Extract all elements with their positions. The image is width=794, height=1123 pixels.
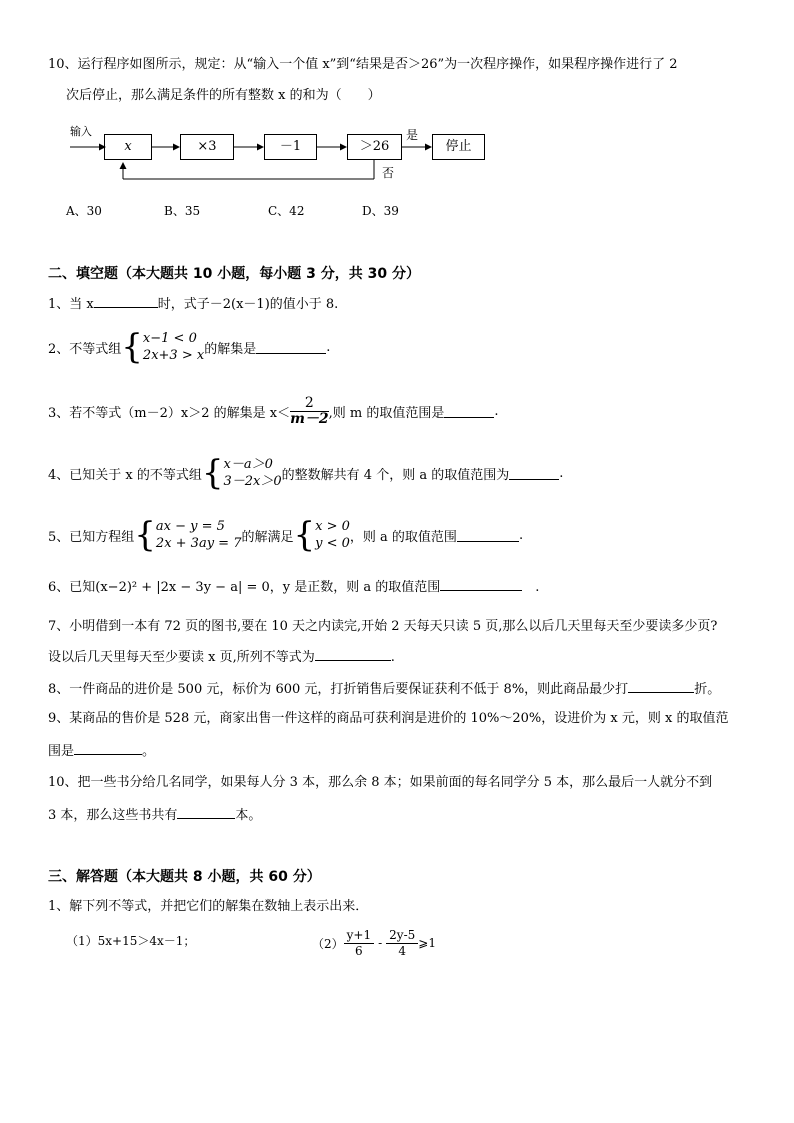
fill-q10-blank[interactable] [177, 806, 235, 819]
fill-q7-text: 设以后几天里每天至少要读 x 页,所列不等式为 [48, 650, 315, 665]
fill-q9-blank[interactable] [74, 742, 142, 755]
fill-q4-sys-row2: 3－2x＞0 [223, 474, 282, 489]
flow-box-stop: 停止 [432, 134, 485, 160]
flow-box-times3: ×3 [180, 134, 234, 160]
solve-q1-part2-fraction2-num: 2y-5 [386, 928, 418, 944]
q10-option-b: B、35 [164, 204, 201, 218]
flow-box-compare: ＞26 [347, 134, 402, 160]
fill-q4-system [224, 456, 282, 490]
fill-q1-text-a: 1、当 x [48, 297, 94, 312]
fill-q5: 5、已知方程组 { ax − y = 5 2x + 3ay = 7 的解满足 { x > 0 y < 0 ，则 a 的取值范围 . [48, 515, 524, 555]
fill-q9-line1: 9、某商品的售价是 528 元，商家出售一件这样的商品可获利润是进价的 10%～20%，设进价为 x 元，则 x 的取值范 [48, 711, 729, 726]
fill-q8-text-b: 折。 [694, 682, 721, 697]
q10-option-d: D、39 [362, 204, 399, 218]
solve-q1: 1、解下列不等式，并把它们的解集在数轴上表示出来． [48, 899, 369, 914]
fill-q10-line1: 10、把一些书分给几名同学，如果每人分 3 本，那么余 8 本；如果前面的每名同学分 5 本，那么最后一人就分不到 [48, 775, 713, 790]
fill-q5-text-b: 的解满足 [241, 529, 294, 545]
solve-q1-part2-minus: - [378, 936, 383, 950]
fill-q6-text: 6、已知(x−2)² + |2x − 3y − a| = 0，y 是正数，则 a 的取值范围 [48, 580, 441, 595]
fill-q7-line1: 7、小明借到一本有 72 页的图书,要在 10 天之内读完,开始 2 天每天只读 5 页,那么以后几天里每天至少要读多少页? [48, 619, 718, 634]
fill-q9-line2: 围是 。 [48, 744, 156, 759]
fill-q8 [48, 680, 720, 699]
section3-heading: 三、解答题（本大题共 8 小题，共 60 分） [48, 869, 321, 885]
fill-q8-blank[interactable] [628, 680, 694, 693]
fill-q10-text-a: 3 本，那么这些书共有 [48, 808, 178, 823]
fill-q2-text-b: 的解集是 [204, 341, 257, 357]
flow-box-x: x [104, 134, 152, 160]
fill-q5-sys2-row1: x > 0 [315, 519, 350, 534]
fill-q7-blank[interactable] [315, 648, 391, 661]
fill-q2-text-a: 2、不等式组 [48, 341, 122, 357]
fill-q5-blank[interactable] [457, 529, 519, 542]
q10-line2: 次后停止，那么满足条件的所有整数 x 的和为（ ） [66, 88, 381, 103]
fill-q4-sys-row1: x－a＞0 [223, 457, 273, 472]
fill-q5-brace1: { [134, 515, 156, 555]
q10-option-c: C、42 [268, 204, 305, 218]
flow-input-label: 输入 [70, 125, 92, 138]
fill-q4-text-a: 4、已知关于 x 的不等式组 [48, 467, 202, 483]
fill-q10-text-b: 本。 [235, 808, 262, 823]
fill-q4: 4、已知关于 x 的不等式组 { x－a＞0 3－2x＞0 的整数解共有 4 个，则 a 的取值范围为 . [48, 453, 564, 493]
fill-q10-line2 [48, 806, 261, 825]
fill-q6: 6、已知(x−2)² + |2x − 3y − a| = 0，y 是正数，则 a 的取值范围 . [48, 580, 540, 595]
solve-q1-part2-label: （2） [312, 936, 344, 951]
fill-q9-text: 围是 [48, 744, 75, 759]
fill-q2: 2、不等式组 { x−1 < 0 2x+3 > x 的解集是 . [48, 327, 331, 367]
fill-q1-text-b: 时，式子－2(x－1)的值小于 8. [157, 297, 339, 312]
solve-q1-part1: （1）5x+15＞4x－1； [66, 934, 196, 948]
solve-q1-part2 [312, 924, 436, 962]
fill-q5-sys1-row1: ax − y = 5 [155, 519, 225, 534]
fill-q5-text-c: ，则 a 的取值范围 [349, 529, 457, 545]
fill-q2-sys-row1: x−1 < 0 [142, 331, 197, 346]
fill-q2-blank[interactable] [256, 341, 326, 354]
fill-q3-numerator: 2 [290, 396, 329, 412]
fill-q3-denominator: m－2 [290, 410, 329, 427]
q10-line1: 10、运行程序如图所示，规定：从“输入一个值 x”到“结果是否＞26”为一次程序操作，如果程序操作进行了 2 [48, 57, 678, 72]
fill-q5-system2 [315, 518, 350, 552]
section2-heading: 二、填空题（本大题共 10 小题，每小题 3 分，共 30 分） [48, 266, 420, 282]
fill-q5-sys2-row2: y < 0 [315, 536, 350, 551]
flow-yes-label: 是 [406, 128, 419, 142]
fill-q2-system [143, 330, 204, 364]
fill-q3-text-a: 3、若不等式（m－2）x＞2 的解集是 x＜ [48, 405, 291, 421]
fill-q4-brace: { [201, 453, 224, 493]
fill-q5-brace2: { [293, 515, 316, 555]
solve-q1-part2-rhs: ⩾1 [418, 936, 436, 950]
solve-q1-part2-fraction1-den: 6 [355, 943, 363, 958]
solve-q1-part2-fraction2 [386, 928, 418, 959]
fill-q6-blank[interactable] [440, 578, 522, 591]
fill-q3-fraction [290, 396, 329, 427]
fill-q5-sys1-row2: 2x + 3ay = 7 [155, 536, 242, 551]
fill-q5-text-a: 5、已知方程组 [48, 529, 135, 545]
fill-q3-blank[interactable] [444, 405, 494, 418]
fill-q1 [48, 295, 338, 314]
fill-q1-blank[interactable] [94, 295, 158, 308]
solve-q1-part2-fraction2-den: 4 [398, 943, 407, 958]
flow-box-minus1: －1 [264, 134, 317, 160]
fill-q5-system1 [156, 518, 242, 552]
fill-q4-text-b: 的整数解共有 4 个，则 a 的取值范围为 [281, 467, 510, 483]
q10-option-a: A、30 [66, 204, 102, 218]
flow-no-label: 否 [382, 166, 395, 180]
fill-q4-blank[interactable] [509, 467, 559, 480]
solve-q1-part2-fraction1-num: y+1 [344, 928, 374, 944]
solve-q1-part2-fraction1 [344, 928, 374, 959]
fill-q2-sys-row2: 2x+3 > x [142, 348, 205, 363]
fill-q3-text-b: ,则 m 的取值范围是 [328, 405, 445, 421]
fill-q7-line2: 设以后几天里每天至少要读 x 页,所列不等式为 . [48, 650, 395, 665]
fill-q2-brace: { [121, 327, 143, 367]
fill-q3: 3、若不等式（m－2）x＞2 的解集是 x＜ $\frac{2}{m-2}$ ,则 m 的取值范围是 . [48, 394, 499, 427]
fill-q8-text-a: 8、一件商品的进价是 500 元，标价为 600 元，打折销售后要保证获利不低于 8%，则此商品最少打 [48, 682, 629, 697]
